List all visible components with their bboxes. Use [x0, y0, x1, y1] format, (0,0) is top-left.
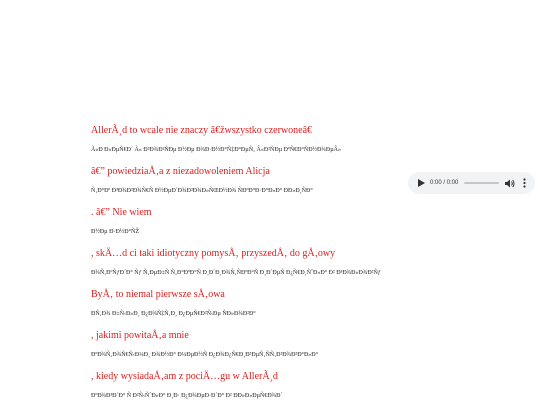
line-subtext: Ñ‚Ð°Ðº Ð³Ð¾Ð²Ð¾Ñ€Ñ Ð½ÐµÐ´Ð¾Ð²Ð¾Ð»ÑŒÐ½Ð¾ ÑÐºÐ°Ð·Ð°Ð»Ð° ÐÐ»Ð¸ÑÐ°	[91, 188, 313, 194]
text-block	[91, 370, 391, 401]
line-subtext: Ã«Ð Ð»ÐµÑ€Ð´ Ã« Ð²Ð¾Ð²ÑÐµ Ð½Ðµ Ð¾Ð·Ð½Ð°Ñ‡Ð°ÐµÑ‚ Â«Ð²ÑÐµ ÐºÑ€Ð°ÑÐ½Ð¾ÐµÂ»	[91, 147, 342, 153]
line-heading: , skÄ…d ci taki idiotyczny pomysÅ‚ przyszedÅ‚ do gÅ‚owy	[91, 248, 336, 259]
audio-player[interactable]	[408, 172, 535, 194]
text-block	[91, 288, 391, 319]
text-block	[91, 124, 391, 155]
text-block	[91, 206, 391, 237]
progress-bar[interactable]	[464, 182, 499, 184]
time-display: 0:00 / 0:00	[430, 180, 459, 186]
text-block	[91, 329, 391, 360]
text-block	[91, 165, 391, 196]
line-heading: â€” powiedziaÅ‚a z niezadowoleniem Alicja	[91, 166, 270, 177]
line-subtext: ÐÑ‚Ð¾ Ð±Ñ‹Ð»Ð¸ Ð¿Ð¾Ñ‡Ñ‚Ð¸ Ð¿ÐµÑ€Ð²Ñ‹Ðµ ÑÐ»Ð¾Ð²Ð°	[91, 311, 256, 317]
line-subtext: ÐºÐ¾Ð³Ð´Ð° Ñ Ð²Ñ‹ÑˆÐ»Ð° Ð¸Ð· Ð¿Ð¾ÐµÐ·Ð´Ð° Ð² ÐÐ»Ð»ÐµÑ€Ð¾Ð´	[91, 393, 283, 399]
play-icon[interactable]	[416, 178, 426, 188]
line-heading: . â€” Nie wiem	[91, 207, 152, 218]
line-heading: ByÅ‚ to niemal pierwsze sÅ‚owa	[91, 289, 225, 300]
line-subtext: Ð¾Ñ‚ÐºÑƒÐ´Ð° Ñƒ Ñ‚ÐµÐ±Ñ Ñ‚Ð°ÐºÐ°Ñ Ð¸Ð´Ð¸Ð¾Ñ‚ÑÐºÐ°Ñ Ð¸Ð´ÐµÑ Ð¿Ñ€Ð¸ÑˆÐ»Ð° Ð² Ð³Ð¾Ð»Ð¾Ð²Ñƒ	[91, 270, 381, 276]
volume-icon[interactable]	[505, 178, 515, 188]
text-content	[91, 124, 391, 401]
more-vert-icon[interactable]	[519, 178, 529, 188]
line-subtext: ÐºÐ¾Ñ‚Ð¾Ñ€Ñ‹Ð¼Ð¸ Ð¾Ð½Ð° Ð¼ÐµÐ½Ñ Ð¿Ð¾Ð¿Ñ€Ð¸Ð²ÐµÑ‚ÑÑ‚Ð²Ð¾Ð²Ð°Ð»Ð°	[91, 352, 319, 358]
line-heading: , jakimi powitaÅ‚a mnie	[91, 330, 189, 341]
line-heading: AllerÃ¸d to wcale nie znaczy â€žwszystko czerwoneâ€	[91, 125, 313, 136]
line-subtext: Ð½Ðµ Ð·Ð½Ð°ÑŽ	[91, 229, 140, 235]
text-block	[91, 247, 391, 278]
line-heading: , kiedy wysiadaÅ‚am z pociÄ…gu w AllerÃ¸d	[91, 371, 278, 382]
